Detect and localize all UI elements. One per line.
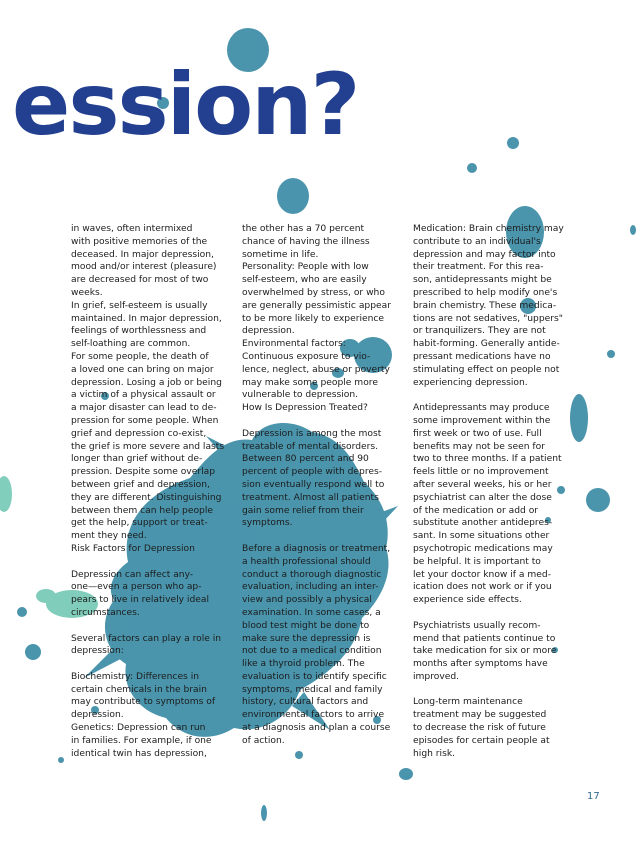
paragraph: Antidepressants may produce some improvement within the first week or two of use. Full benefits may not be seen for two to three months. If a patient feels little or no improvement after several weeks, his or her psychiatrist can alter the dose of the medication or add or substitute another antidepres- sant. In some situations other psychotropic medications may be helpful. It is important to let your doctor know if a med- ication does not work or if you experience side effects. bbox=[413, 403, 562, 606]
paragraph: the other has a 70 percent chance of having the illness sometime in life. bbox=[242, 224, 370, 260]
text-column-3 bbox=[413, 223, 575, 760]
text-column-1 bbox=[71, 223, 233, 760]
paragraph: Genetics: Depression can run in families. For example, if one identical twin has depression, bbox=[71, 723, 212, 759]
paragraph: Personality: People with low self-esteem, who are easily overwhelmed by stress, or who are generally pessimistic appear to be more likely to experience depression. bbox=[242, 262, 391, 337]
paragraph: in waves, often intermixed with positive memories of the deceased. In major depression, mood and/or interest (pleasure) are decreased for most of two weeks. bbox=[71, 224, 217, 298]
paragraph: For some people, the death of a loved one can bring on major depression. Losing a job or being a victim of a physical assault or a major disaster can lead to de- pression for some people. When grief and depression co-exist, the grief is more severe and lasts longer than grief without de- pression. Despite some overlap between grief and depression, they are different. Distinguishing between them can help people get the help, support or treat- ment they need. bbox=[71, 351, 225, 542]
page-number: 17 bbox=[587, 791, 600, 802]
section-heading: How Is Depression Treated? bbox=[242, 403, 368, 414]
paragraph: Environmental factors: Continuous exposure to vio- lence, neglect, abuse or poverty may make some people more vulnerable to depression. bbox=[242, 339, 390, 401]
paragraph: Depression can affect any- one—even a person who ap- pears to live in relatively ideal circumstances. bbox=[71, 569, 209, 618]
paragraph: Long-term maintenance treatment may be suggested to decrease the risk of future episodes for certain people at high risk. bbox=[413, 697, 550, 759]
paragraph: In grief, self-esteem is usually maintained. In major depression, feelings of worthlessness and self-loathing are common. bbox=[71, 300, 222, 350]
paragraph: Before a diagnosis or treatment, a health professional should conduct a thorough diagnostic evaluation, including an inter- view and possibly a physical examination. In some cases, a blood test might be done to make sure the depression is not due to a medical condition like a thyroid problem. The evaluation is to identify specific symptoms, medical and family history, cultural factors and environmental factors to arrive at a diagnosis and plan a course of action. bbox=[242, 543, 391, 746]
paragraph: Psychiatrists usually recom- mend that patients continue to take medication for six or more months after symptoms have improved. bbox=[413, 620, 557, 682]
paragraph: Medication: Brain chemistry may contribute to an individual's depression and may factor into their treatment. For this rea- son, antidepressants might be prescribed to help modify one's brain chemistry. These medica- tions are not sedatives, "uppers" or tranquilizers. They are not habit-forming. Generally antide- pressant medications have no stimulating effect on people not experiencing depression. bbox=[413, 224, 564, 388]
headline: ession? bbox=[12, 55, 359, 155]
section-heading: Risk Factors for Depression bbox=[71, 543, 195, 554]
paragraph: Depression is among the most treatable of mental disorders. Between 80 percent and 90 percent of people with depres- sion eventually respond well to treatment. Almost all patients gain some relief from their symptoms. bbox=[242, 428, 385, 529]
paragraph: Several factors can play a role in depression: bbox=[71, 633, 222, 657]
paragraph: Biochemistry: Differences in certain chemicals in the brain may contribute to symptoms of depression. bbox=[71, 671, 216, 721]
text-column-2 bbox=[242, 223, 404, 748]
